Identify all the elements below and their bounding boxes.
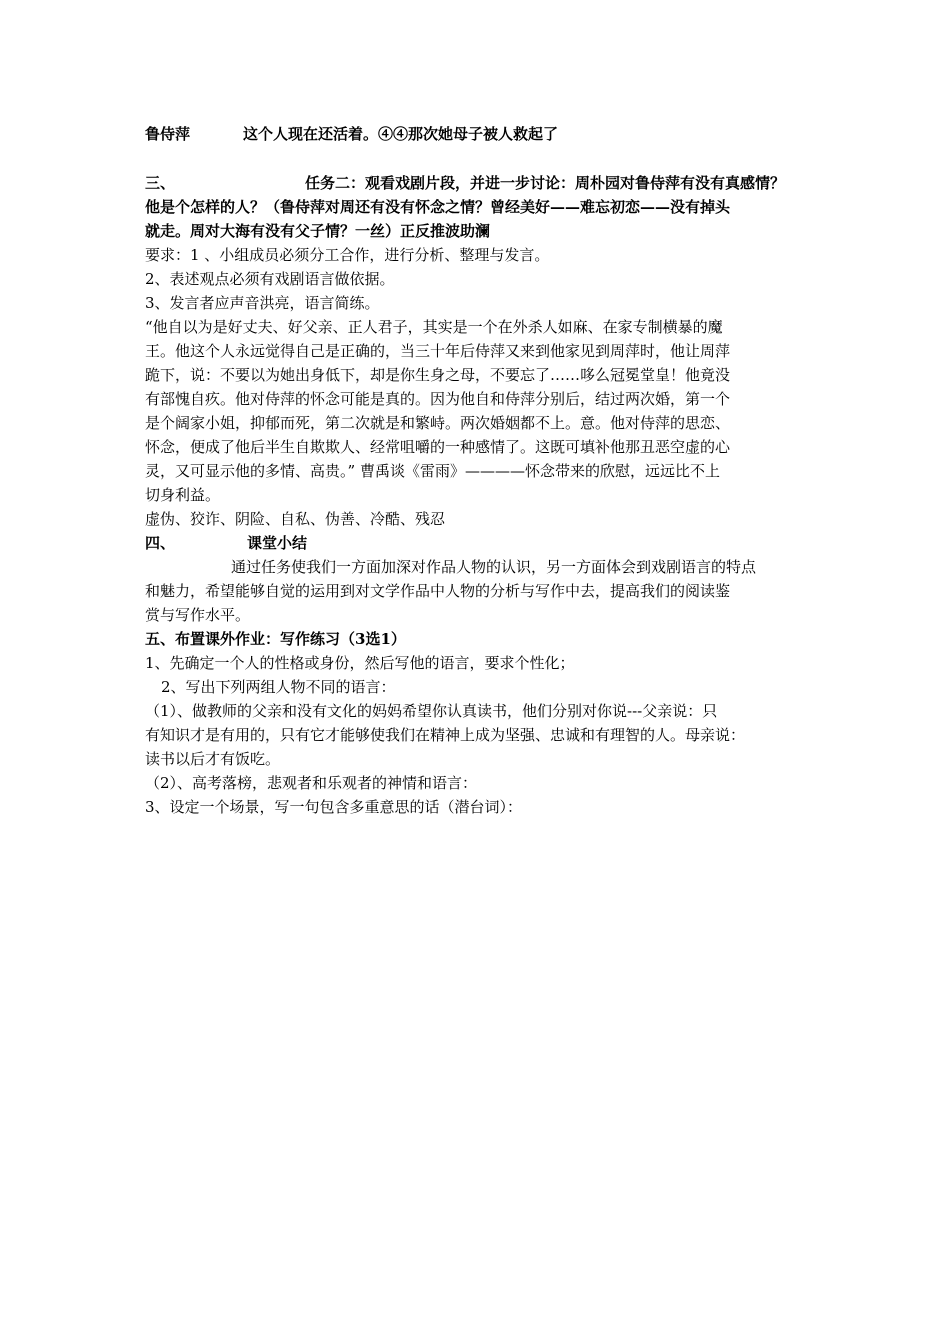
quote-line: 有部愧自疚。他对侍萍的怀念可能是真的。因为他自和侍萍分别后，结过两次婚，第一个 <box>145 390 731 408</box>
requirement-2: 2、表述观点必须有戏剧语言做依据。 <box>145 270 395 288</box>
homework-item-2a: 读书以后才有饭吃。 <box>145 750 281 768</box>
requirement-3: 3、发言者应声音洪亮，语言简练。 <box>145 294 380 312</box>
quote-line: 跪下，说：不要以为她出身低下，却是你生身之母，不要忘了……哆么冠冕堂皇！他竟没 <box>145 366 731 384</box>
task-line-1: 任务二：观看戏剧片段，并进一步讨论：周朴园对鲁侍萍有没有真感情？ <box>305 174 786 192</box>
section-3-heading <box>145 171 815 195</box>
task-line-3: 就走。周对大海有没有父子情？一丝）正反推波助澜 <box>145 222 491 240</box>
summary-line: 和魅力，希望能够自觉的运用到对文学作品中人物的分析与写作中去，提高我们的阅读鉴 <box>145 582 731 600</box>
summary-line: 赏与写作水平。 <box>145 606 251 624</box>
document-page <box>145 122 815 819</box>
dialogue-line <box>145 122 815 146</box>
character-traits: 虚伪、狡诈、阴险、自私、伪善、冷酷、残忍 <box>145 510 446 528</box>
quote-line: 怀念，便成了他后半生自欺欺人、经常咀嚼的一种感情了。这既可填补他那丑恶空虚的心 <box>145 438 731 456</box>
speaker-name: 鲁侍萍 <box>145 125 191 143</box>
section-5-heading: 五、布置课外作业：写作练习（3选1） <box>145 630 406 648</box>
homework-item-2a: 有知识才是有用的，只有它才能够使我们在精神上成为坚强、忠诚和有理智的人。母亲说： <box>145 726 746 744</box>
summary-text: 通过任务使我们一方面加深对作品人物的认识，另一方面体会到戏剧语言的特点 <box>231 558 757 576</box>
homework-item-2a: （1）、做教师的父亲和没有文化的妈妈希望你认真读书，他们分别对你说---父亲说：只 <box>145 702 718 720</box>
homework-item-2b: （2）、高考落榜，悲观者和乐观者的神情和语言： <box>145 774 478 792</box>
homework-item-2-text: 2、写出下列两组人物不同的语言： <box>161 678 396 696</box>
requirement-1: 要求：1 、小组成员必须分工合作，进行分析、整理与发言。 <box>145 246 550 264</box>
quote-line: 是个阔家小姐，抑郁而死，第二次就是和繁峙。两次婚姻都不上。意。他对侍萍的思恋、 <box>145 414 731 432</box>
homework-item-3: 3、设定一个场景，写一句包含多重意思的话（潜台词）： <box>145 798 523 816</box>
section-4-heading <box>145 531 815 555</box>
summary-line <box>145 555 815 579</box>
quote-line: 切身利益。 <box>145 486 221 504</box>
homework-item-1: 1、先确定一个人的性格或身份，然后写他的语言，要求个性化； <box>145 654 575 672</box>
section-4-title: 课堂小结 <box>247 534 308 552</box>
task-line-2: 他是个怎样的人？（鲁侍萍对周还有没有怀念之情？曾经美好——难忘初恋——没有掉头 <box>145 198 731 216</box>
dialogue-text: 这个人现在还活着。④④那次她母子被人救起了 <box>243 125 559 143</box>
section-4-number: 四、 <box>145 534 176 552</box>
homework-item-2 <box>145 675 815 699</box>
quote-line: 灵，又可显示他的多情、高贵。” 曹禹谈《雷雨》————怀念带来的欣慰，远远比不上 <box>145 462 720 480</box>
quote-line: “他自以为是好丈夫、好父亲、正人君子，其实是一个在外杀人如麻、在家专制横暴的魔 <box>145 318 723 336</box>
section-3-number: 三、 <box>145 174 176 192</box>
quote-line: 王。他这个人永远觉得自己是正确的，当三十年后侍萍又来到他家见到周萍时，他让周萍 <box>145 342 731 360</box>
